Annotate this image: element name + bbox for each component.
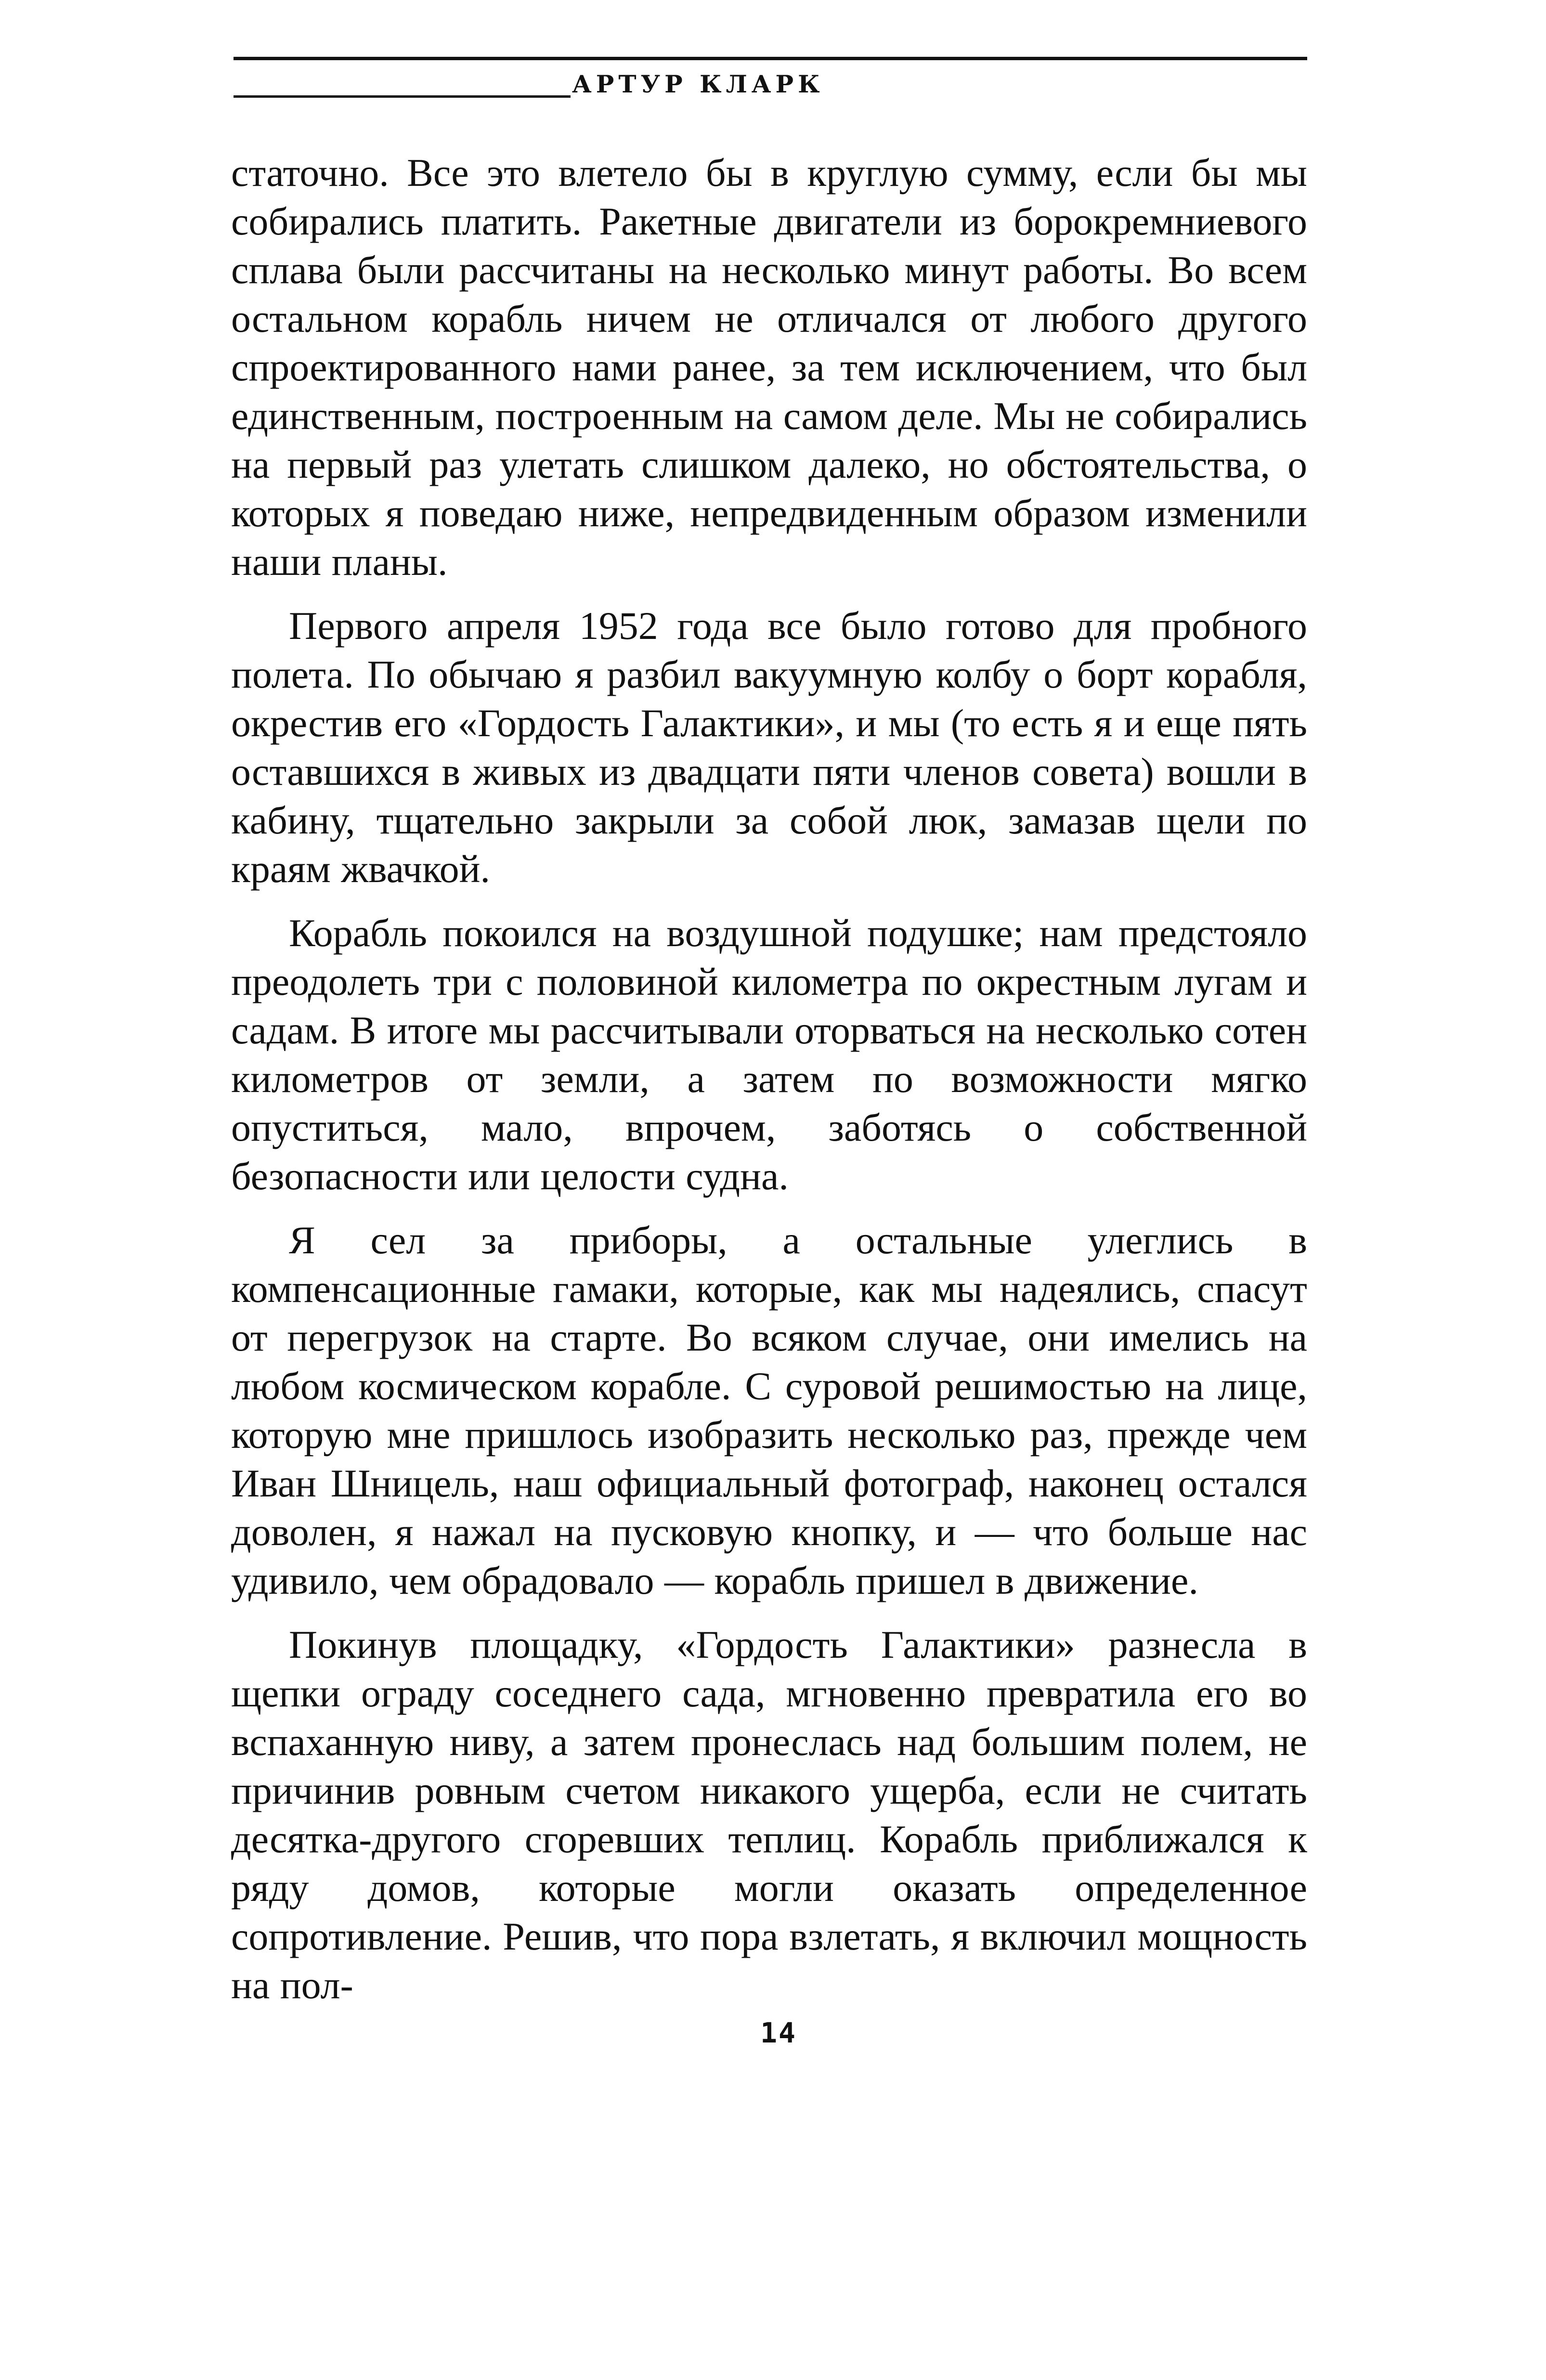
running-head-author: АРТУР КЛАРК bbox=[572, 70, 824, 98]
paragraph-4: Я сел за приборы, а остальные улеглись в компенсационные гамаки, которые, как мы надеялись, спасут от перегрузок на старте. Во всяком случае, они имелись на любом космическом корабле. С суровой решимостью на лице, которую мне пришлось изобразить несколько раз, прежде чем Иван Шницель, наш официальный фотограф, наконец остался доволен, я нажал на пусковую кнопку, и — что больше нас удивило, чем обрадовало — корабль пришел в движение. bbox=[231, 1218, 1307, 1602]
paragraph-1: статочно. Все это влетело бы в круглую сумму, если бы мы собирались платить. Ракетные двигатели из борокремниевого сплава были рассчитаны на несколько минут работы. Во всем остальном корабль ничем не отличался от любого другого спроектированного нами ранее, за тем исключением, что был единственным, построенным на самом деле. Мы не собирались на первый раз улетать слишком далеко, но обстоятельства, о которых я поведаю ниже, непредвиденным образом изменили наши планы. bbox=[231, 151, 1307, 584]
top-rule bbox=[234, 57, 1307, 60]
running-head-rule bbox=[234, 95, 571, 98]
paragraph-3: Корабль покоился на воздушной подушке; нам предстояло преодолеть три с половиной километра по окрестным лугам и садам. В итоге мы рассчитывали оторваться на несколько сотен километров от земли, а затем по возможности мягко опуститься, мало, впрочем, заботясь о собственной безопасности или целости судна. bbox=[231, 911, 1307, 1198]
page-number: 14 bbox=[760, 2016, 797, 2049]
paragraph-5: Покинув площадку, «Гордость Галактики» разнесла в щепки ограду соседнего сада, мгновенно превратила его во вспаханную ниву, а затем пронеслась над большим полем, не причинив ровным счетом никакого ущерба, если не считать десятка-другого сгоревших теплиц. Корабль приближался к ряду домов, которые могли оказать определенное сопротивление. Решив, что пора взлетать, я включил мощность на пол- bbox=[231, 1623, 1307, 2007]
body-text bbox=[231, 148, 1307, 2025]
paragraph-2: Первого апреля 1952 года все было готово для пробного полета. По обычаю я разбил вакуумную колбу о борт корабля, окрестив его «Гордость Галактики», и мы (то есть я и еще пять оставшихся в живых из двадцати пяти членов совета) вошли в кабину, тщательно закрыли за собой люк, замазав щели по краям жвачкой. bbox=[231, 604, 1307, 891]
